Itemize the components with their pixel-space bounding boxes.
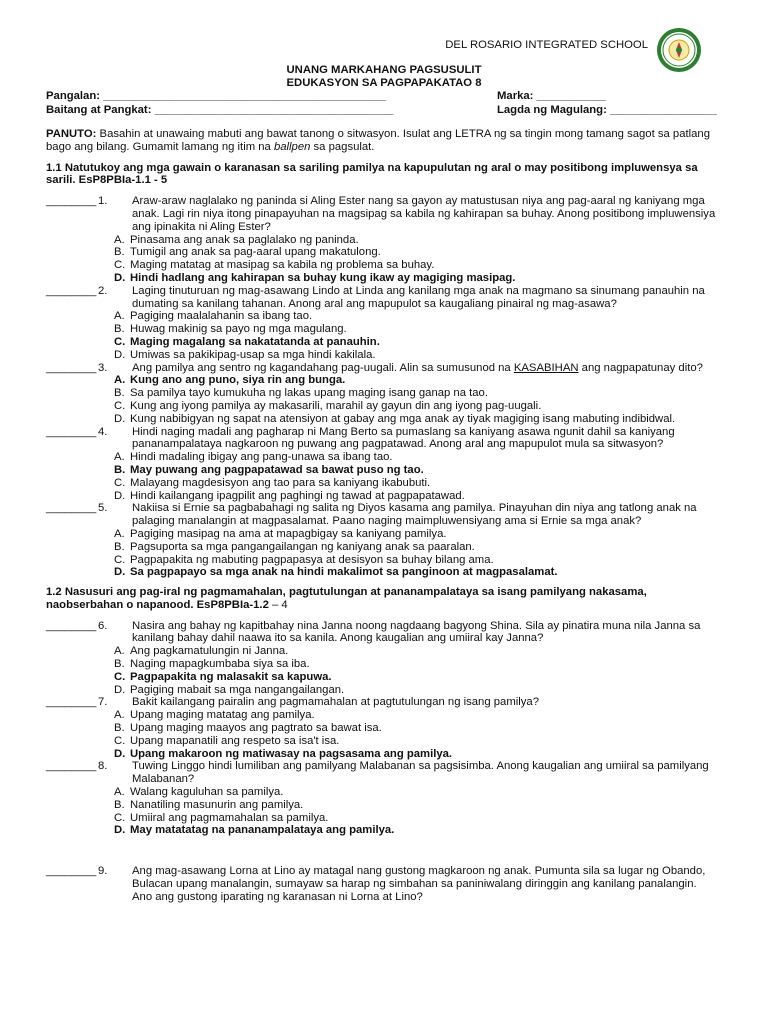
option-item: B. Tumigil ang anak sa pag-aaral upang makatulong. xyxy=(114,246,381,259)
question-item xyxy=(46,620,716,697)
option-item: B. Nanatiling masunurin ang pamilya. xyxy=(114,798,304,811)
section-heading: 1.1 Natutukoy ang mga gawain o karanasan sa sariling pamilya na kapupulutan ng aral o may positibong impluwensya sa sarili. EsP8PBIa-1.1 - 5 xyxy=(46,161,698,187)
option-item-answer: D. Sa pagpapayo sa mga anak na hindi makalimot sa panginoon at magpasalamat. xyxy=(114,566,558,579)
option-item-answer: A. Kung ano ang puno, siya rin ang bunga. xyxy=(114,374,346,387)
panuto-instructions: PANUTO: Basahin at unawaing mabuti ang bawat tanong o sitwasyon. Isulat ang LETRA ng sa tingin mong tamang sagot sa patlang bago ang bilang. Gumamit lamang ng itim na ballpen sa pagsulat. xyxy=(46,128,710,153)
name-row xyxy=(46,90,726,103)
question-number: 7. xyxy=(98,696,108,709)
answer-blank[interactable]: ________ xyxy=(46,760,97,773)
question-stem: Nasira ang bahay ng kapitbahay nina Janna noong nagdaang bagyong Shina. Sila ay pinatira muna nila Janna sa kanilang bahay dahil naawa ito sa kanila. Anong kaugalian ang umiiral kay Janna? xyxy=(132,619,701,645)
option-item: B. Sa pamilya tayo kumukuha ng lakas upang maging isang ganap na tao. xyxy=(114,387,488,400)
subject-title: EDUKASYON SA PAGPAPAKATAO 8 xyxy=(286,77,482,89)
question-item xyxy=(46,195,716,285)
question-item xyxy=(46,696,716,760)
question-item xyxy=(46,362,716,426)
option-item: A. Pagiging maalalahanin sa ibang tao. xyxy=(114,310,313,323)
option-item: C. Kung ang iyong pamilya ay makasarili, marahil ay gayun din ang iyong pag-uugali. xyxy=(114,399,542,412)
option-item-answer: C. Maging magalang sa nakatatanda at panauhin. xyxy=(114,335,380,348)
option-item: B. Huwag makinig sa payo ng mga magulang. xyxy=(114,323,347,336)
option-item: A. Ang pagkamatulungin ni Janna. xyxy=(114,645,289,658)
option-item: B. Upang maging maayos ang pagtrato sa bawat isa. xyxy=(114,722,382,735)
question-item xyxy=(46,865,716,903)
option-item: D. Kung nabibigyan ng sapat na atensiyon at gabay ang mga anak ay tiyak magiging isang mabuting indibidwal. xyxy=(114,412,676,425)
section-heading: 1.2 Nasusuri ang pag-iral ng pagmamahalan, pagtutulungan at pananampalataya sa isang pamilyang nakasama, naobserbahan o napanood. EsP8PBIa-1.2 – 4 xyxy=(46,586,647,611)
question-number: 6. xyxy=(98,619,108,632)
marka-field[interactable]: Marka: ___________ xyxy=(497,90,606,102)
answer-blank[interactable]: ________ xyxy=(46,865,97,878)
option-item: C. Umiiral ang pagmamahalan sa pamilya. xyxy=(114,811,329,824)
option-item: A. Pagiging masipag na ama at mapagbigay sa kaniyang pamilya. xyxy=(114,527,447,540)
option-item: D. Pagiging mabait sa mga nangangailangan. xyxy=(114,683,345,696)
lagda-field[interactable]: Lagda ng Magulang: _________________ xyxy=(497,104,717,116)
option-item-answer: D. May matatatag na pananampalataya ang pamilya. xyxy=(114,824,395,837)
question-stem: Ang pamilya ang sentro ng kagandahang pag-uugali. Alin sa sumusunod na KASABIHAN ang nagpapatunay dito? xyxy=(132,361,703,374)
panuto-label: PANUTO: xyxy=(46,128,97,140)
option-item: C. Upang mapanatili ang respeto sa isa't isa. xyxy=(114,734,340,747)
option-item: A. Upang maging matatag ang pamilya. xyxy=(114,709,315,722)
exam-content xyxy=(46,128,716,904)
option-item: D. Umiwas sa pakikipag-usap sa mga hindi kakilala. xyxy=(114,348,376,361)
exam-titles xyxy=(0,64,768,90)
option-item: A. Hindi madaling ibigay ang pang-unawa sa ibang tao. xyxy=(114,451,393,464)
question-number: 5. xyxy=(98,502,108,515)
pangalan-field[interactable]: Pangalan: _____________________________________________ xyxy=(46,90,386,102)
question-stem: Araw-araw naglalako ng paninda si Aling Ester nang sa gayon ay matustusan niya ang pag-aaral ng kaniyang mga anak. Lagi rin niya itong pinapayuhan na magsipag sa kabila ng kahirapan sa buhay. Anong positibong impluwensiya ang ipinakita ni Aling Ester? xyxy=(132,195,716,233)
question-stem: Hindi naging madali ang pagharap ni Mang Berto sa pumaslang sa kaniyang asawa ngunit dahil sa kaniyang pananampalataya nagkaroon ng puwang ang pagpatawad. Anong aral ang mapupulot mula sa sitwasyon? xyxy=(132,425,675,451)
question-number: 2. xyxy=(98,284,108,297)
answer-blank[interactable]: ________ xyxy=(46,696,97,709)
option-item: B. Pagsuporta sa mga pangangailangan ng kaniyang anak sa paaralan. xyxy=(114,540,475,553)
option-item-answer: C. Pagpapakita ng malasakit sa kapuwa. xyxy=(114,670,332,683)
answer-blank[interactable]: ________ xyxy=(46,284,97,297)
question-stem: Bakit kailangang pairalin ang pagmamahalan at pagtutulungan ng isang pamilya? xyxy=(132,696,539,709)
option-item: A. Pinasama ang anak sa paglalako ng paninda. xyxy=(114,233,359,246)
baitang-field[interactable]: Baitang at Pangkat: ______________________________________ xyxy=(46,104,394,116)
question-number: 8. xyxy=(98,760,108,773)
question-item xyxy=(46,502,716,579)
question-number: 9. xyxy=(98,865,108,878)
answer-blank[interactable]: ________ xyxy=(46,195,97,208)
option-item: D. Hindi kailangang ipagpilit ang paghingi ng tawad at pagpapatawad. xyxy=(114,489,465,502)
answer-blank[interactable]: ________ xyxy=(46,361,97,374)
question-item xyxy=(46,285,716,362)
question-item xyxy=(46,760,716,837)
question-stem: Ang mag-asawang Lorna at Lino ay matagal nang gustong magkaroon ng anak. Pumunta sila sa lugar ng Obando, Bulacan upang manalangin, sumayaw sa harap ng simbahan sa paniniwalang diringgin ang kanilang panalangin. Ano ang gustong iparating ng karanasan ni Lorna at Lino? xyxy=(132,865,706,903)
question-number: 1. xyxy=(98,195,108,208)
answer-blank[interactable]: ________ xyxy=(46,425,97,438)
underlined-keyword: KASABIHAN xyxy=(513,361,579,374)
option-item: C. Malayang magdesisyon ang tao para sa kaniyang ikabubuti. xyxy=(114,476,431,489)
option-item: C. Maging matatag at masipag sa kabila ng problema sa buhay. xyxy=(114,259,435,272)
question-item xyxy=(46,426,716,503)
option-item: B. Naging mapagkumbaba siya sa iba. xyxy=(114,658,310,671)
option-item-answer: D. Hindi hadlang ang kahirapan sa buhay kung ikaw ay magiging masipag. xyxy=(114,271,516,284)
answer-blank[interactable]: ________ xyxy=(46,502,97,515)
school-name: DEL ROSARIO INTEGRATED SCHOOL xyxy=(445,39,648,51)
option-item-answer: B. May puwang ang pagpapatawad sa bawat puso ng tao. xyxy=(114,463,424,476)
question-stem: Tuwing Linggo hindi lumiliban ang pamilyang Malabanan sa pagsisimba. Anong kaugalian ang umiiral sa pamilyang Malabanan? xyxy=(132,760,709,786)
question-number: 3. xyxy=(98,361,108,374)
grade-row xyxy=(46,104,726,117)
option-item: A. Walang kaguluhan sa pamilya. xyxy=(114,786,284,799)
question-stem: Laging tinuturuan ng mag-asawang Lindo at Linda ang kanilang mga anak na magmano sa sinumang panauhin na dumating sa kanilang tahanan. Anong aral ang mapupulot sa kaugaliang pinairal ng mag-asawa? xyxy=(132,284,705,310)
option-item-answer: D. Upang makaroon ng matiwasay na pagsasama ang pamilya. xyxy=(114,747,453,760)
answer-blank[interactable]: ________ xyxy=(46,619,97,632)
question-stem: Nakiisa si Ernie sa pagbabahagi ng salita ng Diyos kasama ang pamilya. Pinayuhan din niya ang tatlong anak na palaging manalangin at magpasalamat. Paano naging maimpluwensiyang ama si Ernie sa mga anak? xyxy=(132,502,697,528)
exam-title: UNANG MARKAHANG PAGSUSULIT xyxy=(286,64,482,76)
option-item: C. Pagpapakita ng mabuting pagpapasya at desisyon sa buhay bilang ama. xyxy=(114,553,494,566)
question-number: 4. xyxy=(98,425,108,438)
